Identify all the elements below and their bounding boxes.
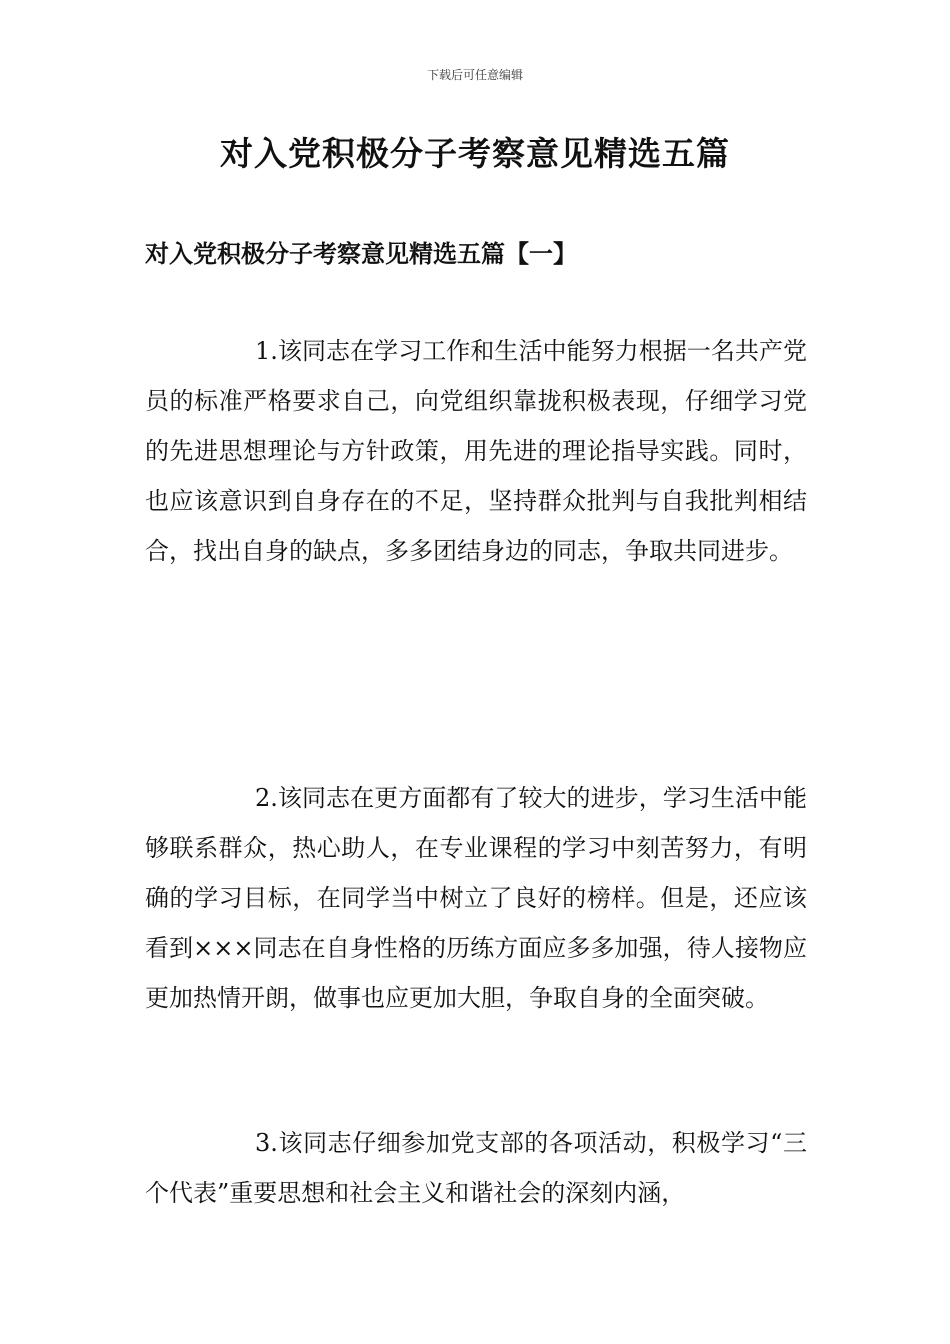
paragraph-1: 1.该同志在学习工作和生活中能努力根据一名共产党员的标准严格要求自己，向党组织靠拢积极表现，仔细学习党的先进思想理论与方针政策，用先进的理论指导实践。同时，也应该意识到自身存在的不足，坚持群众批判与自我批判相结合，找出自身的缺点，多多团结身边的同志，争取共同进步。 (145, 337, 807, 565)
paragraph-3: 3.该同志仔细参加党支部的各项活动，积极学习“三个代表”重要思想和社会主义和谐社会的深刻内涵， (145, 1129, 807, 1207)
document-title: 对入党积极分子考察意见精选五篇 (220, 134, 730, 173)
header-note: 下载后可任意编辑 (426, 68, 523, 82)
paragraph-2: 2.该同志在更方面都有了较大的进步，学习生活中能够联系群众，热心助人，在专业课程的学习中刻苦努力，有明确的学习目标，在同学当中树立了良好的榜样。但是，还应该看到×××同志在自身性格的历练方面应多多加强，待人接物应更加热情开朗，做事也应更加大胆，争取自身的全面突破。 (145, 784, 807, 1012)
section-heading: 对入党积极分子考察意见精选五篇【一】 (145, 240, 577, 268)
